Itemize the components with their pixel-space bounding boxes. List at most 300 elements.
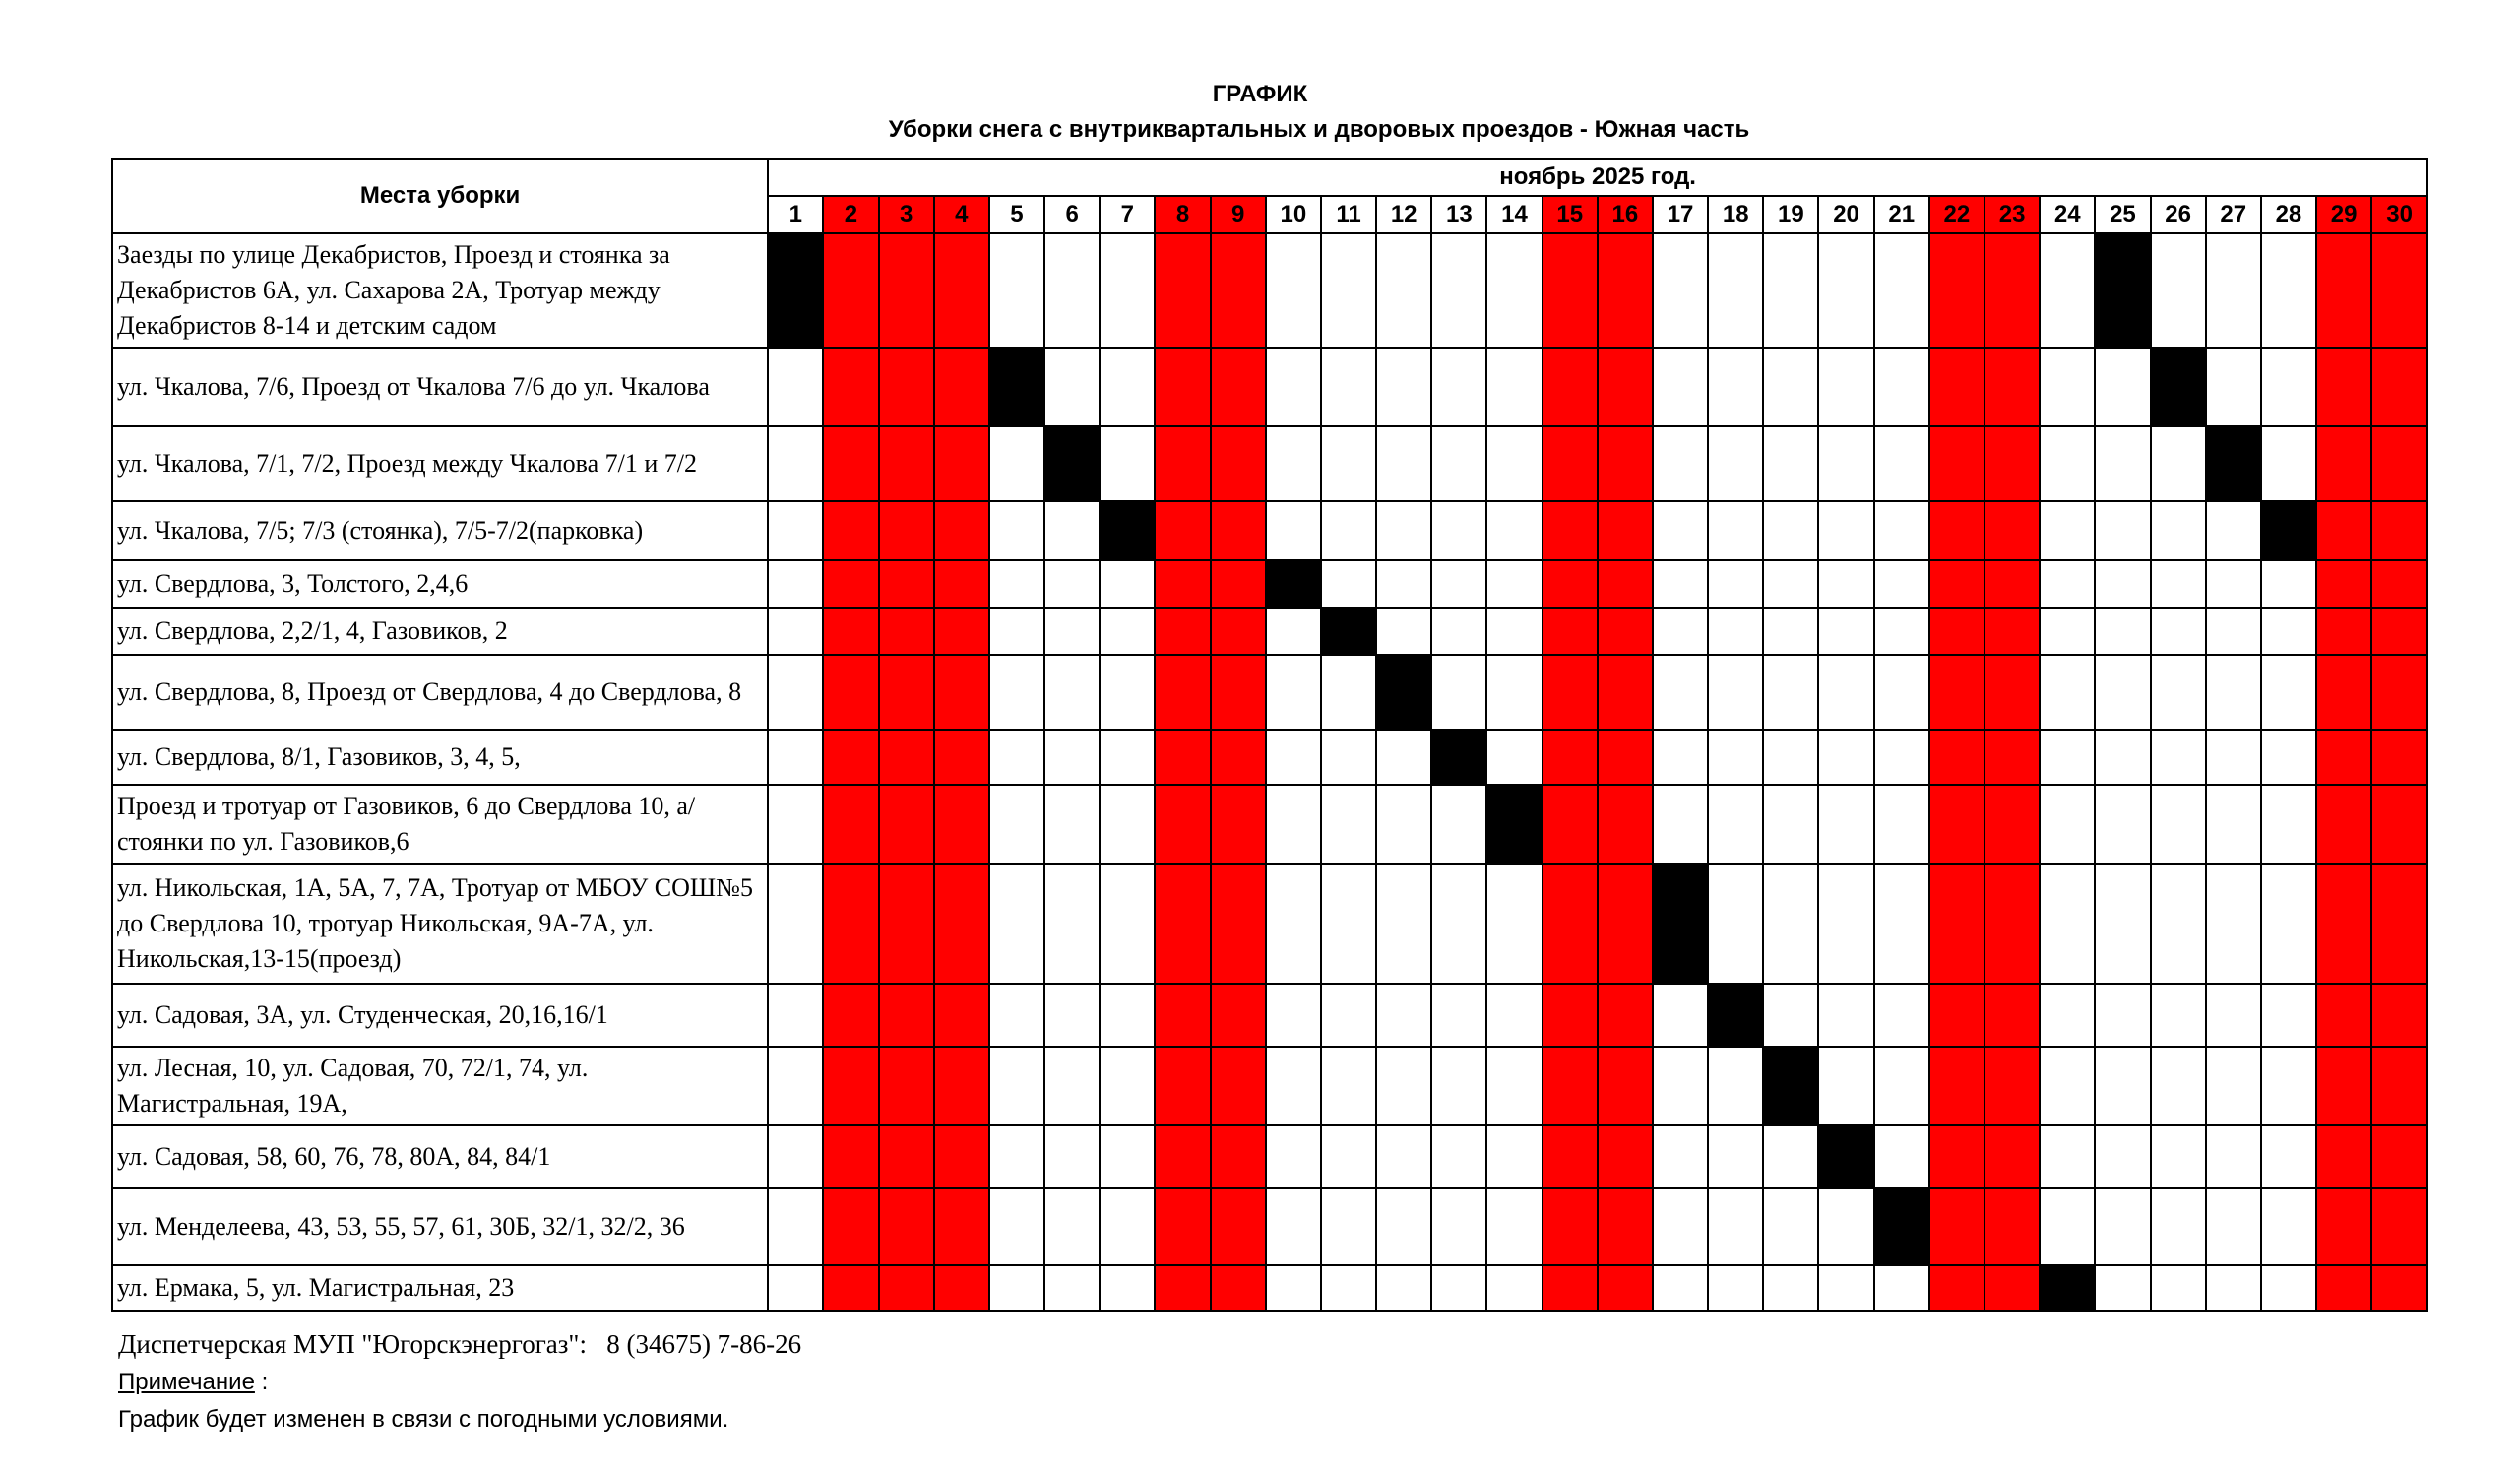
day-cell-weekend — [823, 1125, 878, 1188]
day-cell-empty — [2206, 984, 2261, 1047]
day-cell-empty — [1653, 501, 1708, 560]
day-cell-weekend — [879, 1265, 934, 1311]
day-cell-empty — [768, 1265, 823, 1311]
day-cell-weekend — [879, 864, 934, 984]
day-cell-weekend — [879, 501, 934, 560]
day-cell-empty — [1376, 348, 1431, 426]
day-cell-empty — [1321, 560, 1376, 608]
day-cell-empty — [1486, 501, 1542, 560]
day-cell-empty — [1044, 1047, 1100, 1125]
day-cell-weekend — [1984, 1265, 2040, 1311]
day-cell-weekend — [1155, 501, 1210, 560]
day-cell-empty — [1376, 1265, 1431, 1311]
table-row — [112, 233, 2427, 348]
day-cell-empty — [1874, 608, 1929, 655]
day-cell-empty — [1431, 501, 1486, 560]
day-cell-empty — [2206, 1047, 2261, 1125]
day-cell-weekend — [1984, 785, 2040, 864]
day-cell-empty — [1266, 1188, 1321, 1265]
day-cell-weekend — [934, 348, 989, 426]
place-cell: ул. Свердлова, 2,2/1, 4, Газовиков, 2 — [112, 608, 768, 655]
day-cell-weekend — [2371, 864, 2427, 984]
day-header-9: 9 — [1211, 196, 1266, 233]
day-cell-empty — [1653, 233, 1708, 348]
day-cell-empty — [1653, 730, 1708, 785]
day-cell-empty — [2261, 1047, 2316, 1125]
day-cell-empty — [1708, 864, 1763, 984]
day-cell-empty — [2095, 730, 2150, 785]
day-cell-empty — [1763, 984, 1818, 1047]
table-row — [112, 730, 2427, 785]
day-cell-weekend — [1598, 1188, 1653, 1265]
day-header-14: 14 — [1486, 196, 1542, 233]
day-header-30: 30 — [2371, 196, 2427, 233]
day-header-23: 23 — [1984, 196, 2040, 233]
day-cell-empty — [1763, 655, 1818, 730]
day-cell-weekend — [1211, 1125, 1266, 1188]
day-cell-weekend — [2316, 426, 2371, 501]
day-cell-weekend — [1984, 501, 2040, 560]
day-cell-empty — [989, 426, 1044, 501]
day-cell-empty — [1708, 730, 1763, 785]
day-cell-empty — [1044, 730, 1100, 785]
day-cell-weekend — [934, 1125, 989, 1188]
day-cell-scheduled — [768, 233, 823, 348]
day-cell-weekend — [823, 864, 878, 984]
day-cell-weekend — [1155, 785, 1210, 864]
day-cell-weekend — [1598, 1265, 1653, 1311]
day-cell-weekend — [1984, 984, 2040, 1047]
day-cell-empty — [2206, 348, 2261, 426]
day-cell-empty — [1708, 1047, 1763, 1125]
day-header-3: 3 — [879, 196, 934, 233]
day-cell-empty — [2095, 1188, 2150, 1265]
day-cell-empty — [2261, 1125, 2316, 1188]
day-header-20: 20 — [1818, 196, 1873, 233]
day-cell-weekend — [2316, 608, 2371, 655]
day-cell-empty — [1818, 984, 1873, 1047]
day-cell-empty — [768, 1188, 823, 1265]
day-cell-empty — [1653, 1265, 1708, 1311]
day-cell-empty — [2261, 1265, 2316, 1311]
day-cell-weekend — [879, 233, 934, 348]
day-header-27: 27 — [2206, 196, 2261, 233]
day-cell-empty — [2095, 560, 2150, 608]
note-label — [118, 1369, 268, 1396]
day-cell-weekend — [1543, 1047, 1598, 1125]
day-cell-empty — [2151, 655, 2206, 730]
day-cell-empty — [1818, 348, 1873, 426]
day-cell-weekend — [2371, 426, 2427, 501]
table-row — [112, 608, 2427, 655]
day-cell-empty — [1653, 348, 1708, 426]
day-cell-empty — [1321, 1047, 1376, 1125]
day-cell-weekend — [2371, 785, 2427, 864]
day-cell-empty — [1818, 501, 1873, 560]
day-cell-weekend — [934, 560, 989, 608]
day-cell-empty — [1100, 233, 1155, 348]
day-cell-weekend — [1598, 655, 1653, 730]
note-text: График будет изменен в связи с погодными условиями. — [118, 1406, 729, 1433]
day-cell-weekend — [1543, 348, 1598, 426]
table-row — [112, 1047, 2427, 1125]
day-cell-weekend — [823, 426, 878, 501]
day-cell-empty — [1100, 426, 1155, 501]
day-cell-weekend — [1543, 233, 1598, 348]
place-cell: ул. Садовая, 58, 60, 76, 78, 80А, 84, 84/1 — [112, 1125, 768, 1188]
day-cell-empty — [1321, 655, 1376, 730]
day-cell-empty — [1763, 501, 1818, 560]
day-cell-weekend — [2316, 655, 2371, 730]
day-cell-empty — [1486, 730, 1542, 785]
day-cell-weekend — [2371, 730, 2427, 785]
day-cell-empty — [1708, 501, 1763, 560]
day-cell-empty — [1266, 348, 1321, 426]
day-cell-weekend — [823, 233, 878, 348]
day-cell-empty — [1431, 1188, 1486, 1265]
day-cell-weekend — [1598, 1047, 1653, 1125]
day-cell-weekend — [1598, 426, 1653, 501]
day-cell-empty — [1100, 348, 1155, 426]
day-cell-weekend — [823, 984, 878, 1047]
day-cell-weekend — [1929, 730, 1984, 785]
day-cell-empty — [1763, 785, 1818, 864]
place-cell: ул. Ермака, 5, ул. Магистральная, 23 — [112, 1265, 768, 1311]
day-cell-empty — [2206, 1125, 2261, 1188]
day-cell-empty — [1321, 233, 1376, 348]
day-cell-weekend — [934, 1265, 989, 1311]
day-cell-empty — [2206, 608, 2261, 655]
day-cell-empty — [1874, 1125, 1929, 1188]
place-cell: ул. Чкалова, 7/5; 7/3 (стоянка), 7/5-7/2(парковка) — [112, 501, 768, 560]
day-header-15: 15 — [1543, 196, 1598, 233]
day-cell-empty — [1266, 501, 1321, 560]
day-cell-weekend — [879, 608, 934, 655]
day-cell-weekend — [2371, 608, 2427, 655]
day-cell-scheduled — [2206, 426, 2261, 501]
day-cell-empty — [1431, 348, 1486, 426]
day-cell-empty — [768, 608, 823, 655]
day-cell-empty — [1100, 1265, 1155, 1311]
day-cell-empty — [1100, 560, 1155, 608]
day-cell-empty — [1874, 233, 1929, 348]
day-cell-empty — [1100, 1125, 1155, 1188]
day-cell-weekend — [2371, 1047, 2427, 1125]
day-cell-empty — [1874, 655, 1929, 730]
day-cell-empty — [768, 984, 823, 1047]
day-cell-empty — [1818, 1188, 1873, 1265]
day-cell-empty — [2095, 348, 2150, 426]
day-cell-empty — [1321, 1265, 1376, 1311]
day-cell-weekend — [1543, 1188, 1598, 1265]
day-cell-empty — [1653, 984, 1708, 1047]
day-cell-empty — [2206, 560, 2261, 608]
day-cell-weekend — [2316, 730, 2371, 785]
day-cell-empty — [2151, 233, 2206, 348]
day-header-7: 7 — [1100, 196, 1155, 233]
day-cell-empty — [989, 984, 1044, 1047]
day-cell-empty — [1044, 984, 1100, 1047]
place-cell: ул. Садовая, 3А, ул. Студенческая, 20,16,16/1 — [112, 984, 768, 1047]
schedule-table — [111, 158, 2428, 1312]
day-cell-weekend — [1543, 608, 1598, 655]
day-cell-empty — [1818, 233, 1873, 348]
day-cell-weekend — [1211, 501, 1266, 560]
day-cell-empty — [1818, 730, 1873, 785]
table-row — [112, 348, 2427, 426]
day-cell-empty — [2151, 501, 2206, 560]
day-cell-empty — [768, 864, 823, 984]
day-cell-empty — [1100, 864, 1155, 984]
day-cell-empty — [1874, 1265, 1929, 1311]
day-cell-empty — [1486, 1265, 1542, 1311]
day-cell-weekend — [1984, 560, 2040, 608]
day-cell-weekend — [2371, 655, 2427, 730]
day-cell-empty — [1431, 864, 1486, 984]
day-cell-weekend — [1211, 730, 1266, 785]
day-cell-empty — [1486, 1188, 1542, 1265]
day-cell-empty — [1376, 1047, 1431, 1125]
day-cell-empty — [1266, 730, 1321, 785]
day-cell-empty — [1708, 1125, 1763, 1188]
day-header-25: 25 — [2095, 196, 2150, 233]
day-cell-weekend — [1155, 233, 1210, 348]
day-header-19: 19 — [1763, 196, 1818, 233]
day-cell-weekend — [1211, 1188, 1266, 1265]
day-cell-weekend — [2316, 984, 2371, 1047]
day-cell-weekend — [1543, 984, 1598, 1047]
day-cell-empty — [1653, 655, 1708, 730]
day-cell-weekend — [823, 785, 878, 864]
day-cell-empty — [1376, 864, 1431, 984]
place-cell: ул. Чкалова, 7/1, 7/2, Проезд между Чкалова 7/1 и 7/2 — [112, 426, 768, 501]
place-cell: ул. Чкалова, 7/6, Проезд от Чкалова 7/6 до ул. Чкалова — [112, 348, 768, 426]
day-cell-empty — [1486, 1125, 1542, 1188]
day-cell-empty — [989, 1265, 1044, 1311]
day-cell-empty — [2151, 1265, 2206, 1311]
day-cell-empty — [1376, 608, 1431, 655]
day-cell-weekend — [879, 1047, 934, 1125]
day-header-8: 8 — [1155, 196, 1210, 233]
day-cell-weekend — [879, 426, 934, 501]
table-row — [112, 1188, 2427, 1265]
day-cell-empty — [1653, 1125, 1708, 1188]
day-cell-empty — [1818, 864, 1873, 984]
day-cell-empty — [1486, 1047, 1542, 1125]
day-cell-scheduled — [1708, 984, 1763, 1047]
day-cell-weekend — [1155, 1125, 1210, 1188]
day-cell-weekend — [2371, 1265, 2427, 1311]
table-row — [112, 1265, 2427, 1311]
place-cell: ул. Свердлова, 3, Толстого, 2,4,6 — [112, 560, 768, 608]
day-cell-empty — [1266, 1125, 1321, 1188]
day-cell-empty — [1763, 348, 1818, 426]
day-cell-empty — [1653, 608, 1708, 655]
day-cell-empty — [1708, 233, 1763, 348]
day-cell-empty — [2261, 655, 2316, 730]
day-cell-weekend — [2371, 1125, 2427, 1188]
day-cell-empty — [2040, 608, 2095, 655]
day-cell-empty — [1044, 348, 1100, 426]
day-cell-empty — [1708, 655, 1763, 730]
day-cell-empty — [2261, 984, 2316, 1047]
day-cell-empty — [1100, 785, 1155, 864]
day-cell-empty — [1044, 864, 1100, 984]
day-cell-weekend — [1155, 1188, 1210, 1265]
day-cell-empty — [2151, 608, 2206, 655]
day-cell-weekend — [1155, 426, 1210, 501]
day-cell-empty — [1874, 501, 1929, 560]
day-cell-weekend — [1543, 426, 1598, 501]
day-cell-empty — [1708, 348, 1763, 426]
day-cell-weekend — [2316, 501, 2371, 560]
day-cell-empty — [989, 1047, 1044, 1125]
day-cell-weekend — [1155, 1265, 1210, 1311]
day-cell-empty — [1376, 730, 1431, 785]
day-cell-weekend — [1984, 1047, 2040, 1125]
day-cell-weekend — [934, 501, 989, 560]
day-cell-empty — [1763, 1188, 1818, 1265]
day-cell-empty — [1431, 1047, 1486, 1125]
day-cell-empty — [1653, 426, 1708, 501]
table-row — [112, 864, 2427, 984]
day-cell-empty — [989, 560, 1044, 608]
day-cell-empty — [2095, 501, 2150, 560]
day-cell-weekend — [1984, 608, 2040, 655]
day-cell-empty — [1376, 785, 1431, 864]
day-cell-empty — [1321, 1125, 1376, 1188]
day-cell-empty — [1818, 608, 1873, 655]
day-cell-weekend — [2371, 348, 2427, 426]
day-cell-weekend — [1155, 655, 1210, 730]
day-cell-empty — [1818, 1047, 1873, 1125]
day-cell-empty — [1266, 608, 1321, 655]
day-cell-empty — [2261, 426, 2316, 501]
day-cell-weekend — [879, 1188, 934, 1265]
day-cell-empty — [1266, 233, 1321, 348]
day-cell-empty — [2151, 1188, 2206, 1265]
day-cell-weekend — [879, 785, 934, 864]
day-cell-empty — [1044, 1265, 1100, 1311]
day-cell-weekend — [1984, 233, 2040, 348]
day-header-29: 29 — [2316, 196, 2371, 233]
day-cell-empty — [1874, 730, 1929, 785]
day-cell-empty — [2261, 864, 2316, 984]
table-row — [112, 785, 2427, 864]
day-cell-empty — [1708, 426, 1763, 501]
day-cell-empty — [1100, 1188, 1155, 1265]
day-cell-empty — [1376, 984, 1431, 1047]
day-cell-empty — [2095, 984, 2150, 1047]
day-cell-weekend — [1211, 233, 1266, 348]
page-subtitle: Уборки снега с внутриквартальных и дворовых проездов - Южная часть — [888, 116, 1750, 143]
day-cell-empty — [1100, 608, 1155, 655]
day-cell-empty — [1818, 1265, 1873, 1311]
day-cell-empty — [2095, 1047, 2150, 1125]
day-cell-empty — [2206, 1188, 2261, 1265]
day-cell-weekend — [2316, 1047, 2371, 1125]
day-cell-empty — [1818, 655, 1873, 730]
day-cell-empty — [1818, 560, 1873, 608]
day-cell-weekend — [2316, 1125, 2371, 1188]
day-cell-weekend — [1929, 655, 1984, 730]
day-cell-empty — [1044, 560, 1100, 608]
day-header-4: 4 — [934, 196, 989, 233]
table-row — [112, 984, 2427, 1047]
day-cell-weekend — [2371, 233, 2427, 348]
day-cell-scheduled — [989, 348, 1044, 426]
day-cell-empty — [2095, 1265, 2150, 1311]
day-cell-scheduled — [2040, 1265, 2095, 1311]
day-cell-weekend — [823, 1265, 878, 1311]
day-cell-weekend — [2371, 501, 2427, 560]
day-header-28: 28 — [2261, 196, 2316, 233]
day-cell-weekend — [1543, 1265, 1598, 1311]
day-cell-empty — [2040, 233, 2095, 348]
dispatch-contact: Диспетчерская МУП "Югорскэнергогаз": 8 (34675) 7-86-26 — [118, 1329, 802, 1359]
table-row — [112, 1125, 2427, 1188]
day-cell-scheduled — [1431, 730, 1486, 785]
day-header-1: 1 — [768, 196, 823, 233]
day-cell-empty — [2040, 1125, 2095, 1188]
day-cell-weekend — [1929, 233, 1984, 348]
day-cell-empty — [768, 730, 823, 785]
day-cell-weekend — [2316, 864, 2371, 984]
day-cell-weekend — [1929, 1047, 1984, 1125]
day-header-16: 16 — [1598, 196, 1653, 233]
day-cell-weekend — [1598, 233, 1653, 348]
day-header-12: 12 — [1376, 196, 1431, 233]
day-cell-empty — [2040, 501, 2095, 560]
day-cell-empty — [1874, 785, 1929, 864]
day-cell-empty — [1653, 1047, 1708, 1125]
day-cell-weekend — [823, 608, 878, 655]
day-cell-weekend — [1598, 984, 1653, 1047]
day-cell-empty — [2040, 984, 2095, 1047]
day-cell-weekend — [1543, 785, 1598, 864]
day-cell-empty — [2151, 1047, 2206, 1125]
day-cell-empty — [1321, 730, 1376, 785]
day-cell-weekend — [879, 1125, 934, 1188]
day-cell-weekend — [1598, 785, 1653, 864]
day-cell-empty — [768, 348, 823, 426]
day-cell-empty — [1486, 984, 1542, 1047]
day-cell-weekend — [1984, 348, 2040, 426]
table-row — [112, 655, 2427, 730]
day-cell-empty — [1431, 1125, 1486, 1188]
day-header-2: 2 — [823, 196, 878, 233]
day-cell-weekend — [1543, 1125, 1598, 1188]
day-cell-empty — [1100, 655, 1155, 730]
day-cell-weekend — [1211, 1047, 1266, 1125]
day-cell-empty — [1486, 655, 1542, 730]
day-cell-empty — [1653, 560, 1708, 608]
table-row — [112, 560, 2427, 608]
day-cell-weekend — [1929, 1188, 1984, 1265]
day-cell-empty — [1874, 560, 1929, 608]
day-cell-weekend — [1155, 730, 1210, 785]
day-cell-empty — [1653, 1188, 1708, 1265]
day-cell-empty — [2040, 348, 2095, 426]
note-label-text: Примечание — [118, 1369, 255, 1395]
day-cell-empty — [1266, 655, 1321, 730]
day-cell-empty — [2261, 348, 2316, 426]
day-cell-empty — [1818, 785, 1873, 864]
day-cell-weekend — [2316, 560, 2371, 608]
day-cell-weekend — [1598, 608, 1653, 655]
day-cell-empty — [1708, 1265, 1763, 1311]
day-header-18: 18 — [1708, 196, 1763, 233]
